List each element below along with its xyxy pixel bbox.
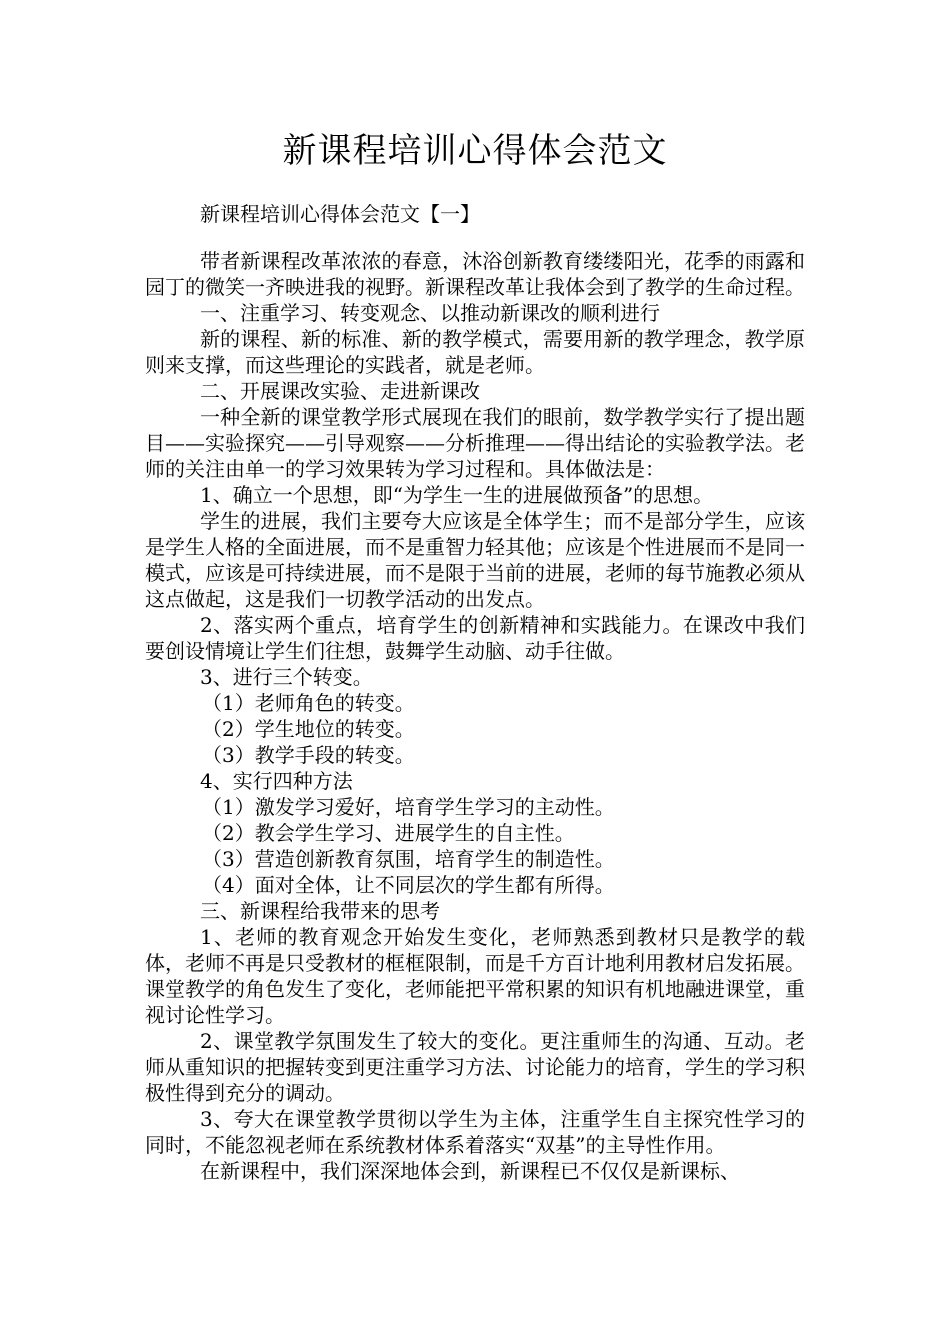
sub-list-item: （3）教学手段的转变。 [202,743,415,767]
paragraph: 一种全新的课堂教学形式展现在我们的眼前，数学教学实行了提出题目——实验探究——引导观察——分析推理——得出结论的实验教学法。老师的关注由单一的学习效果转为学习过程和。具体做法是： [145,405,805,481]
sub-list-item: （2）教会学生学习、进展学生的自主性。 [202,821,575,845]
sub-list-item: （1）老师角色的转变。 [202,691,415,715]
sub-list-item: （2）学生地位的转变。 [202,717,415,741]
list-item: 1、确立一个思想，即“为学生一生的进展做预备”的思想。 [200,483,714,507]
section-heading-1: 一、注重学习、转变观念、以推动新课改的顺利进行 [200,301,660,325]
list-item: 3、进行三个转变。 [200,665,373,689]
sub-list-item: （3）营造创新教育氛围，培育学生的制造性。 [202,847,615,871]
list-item: 2、课堂教学氛围发生了较大的变化。更注重师生的沟通、互动。老师从重知识的把握转变到更注重学习方法、讨论能力的培育，学生的学习积极性得到充分的调动。 [145,1029,805,1105]
section-heading-3: 三、新课程给我带来的思考 [200,899,440,923]
list-item: 3、夸大在课堂教学贯彻以学生为主体，注重学生自主探究性学习的同时，不能忽视老师在系统教材体系着落实“双基”的主导性作用。 [145,1107,805,1157]
document-subtitle: 新课程培训心得体会范文【一】 [200,202,480,226]
paragraph: 在新课程中，我们深深地体会到，新课程已不仅仅是新课标、 [200,1159,740,1183]
document-title: 新课程培训心得体会范文 [282,131,668,171]
sub-list-item: （4）面对全体，让不同层次的学生都有所得。 [202,873,615,897]
paragraph-intro: 带者新课程改革浓浓的春意，沐浴创新教育缕缕阳光，花季的雨露和园丁的微笑一齐映进我的视野。新课程改革让我体会到了教学的生命过程。 [145,249,805,299]
list-item: 2、落实两个重点，培育学生的创新精神和实践能力。在课改中我们要创设情境让学生们往想，鼓舞学生动脑、动手往做。 [145,613,805,663]
list-item: 4、实行四种方法 [200,769,353,793]
list-item: 1、老师的教育观念开始发生变化，老师熟悉到教材只是教学的载体，老师不再是只受教材的框框限制，而是千方百计地利用教材启发拓展。课堂教学的角色发生了变化，老师能把平常积累的知识有机地融进课堂，重视讨论性学习。 [145,925,805,1027]
document-body [145,248,805,1184]
section-heading-2: 二、开展课改实验、走进新课改 [200,379,480,403]
paragraph: 学生的进展，我们主要夸大应该是全体学生；而不是部分学生，应该是学生人格的全面进展，而不是重智力轻其他；应该是个性进展而不是同一模式，应该是可持续进展，而不是限于当前的进展，老师的每节施教必须从这点做起，这是我们一切教学活动的出发点。 [145,509,805,611]
paragraph: 新的课程、新的标准、新的教学模式，需要用新的教学理念，教学原则来支撑，而这些理论的实践者，就是老师。 [145,327,805,377]
sub-list-item: （1）激发学习爱好，培育学生学习的主动性。 [202,795,615,819]
